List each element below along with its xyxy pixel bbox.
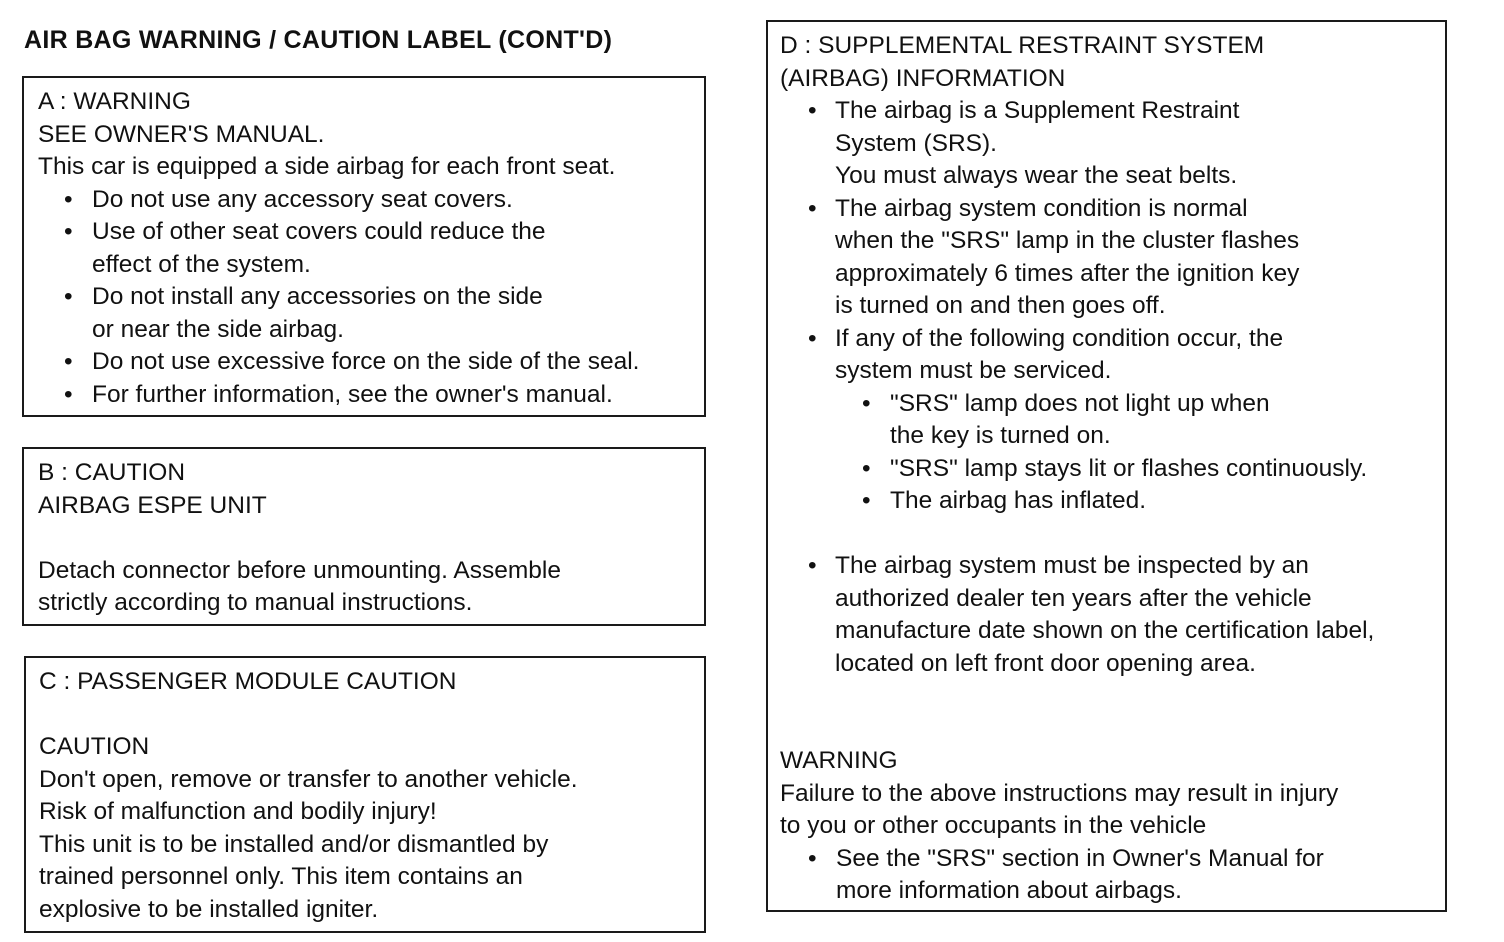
list-item-text: more information about airbags. — [836, 877, 1182, 904]
label-c-passenger-module-box — [24, 656, 706, 933]
label-d-srs-information-box — [766, 20, 1447, 912]
list-item-text: system must be serviced. — [835, 357, 1112, 384]
page-title: AIR BAG WARNING / CAUTION LABEL (CONT'D) — [24, 26, 613, 54]
bullet-icon: • — [64, 380, 73, 408]
sub-list-item — [780, 388, 1445, 453]
list-item-text: located on left front door opening area. — [835, 649, 1256, 677]
label-c-body-line: Risk of malfunction and bodily injury! — [39, 798, 437, 825]
label-d-title: (AIRBAG) INFORMATION — [780, 64, 1066, 92]
list-item-text: The airbag is a Supplement Restraint — [835, 97, 1240, 124]
label-c-title: C : PASSENGER MODULE CAUTION — [39, 668, 457, 695]
list-item — [38, 346, 704, 379]
sub-list-item-text: "SRS" lamp stays lit or flashes continuously. — [890, 454, 1368, 482]
bullet-icon: • — [862, 487, 871, 514]
spacer — [38, 522, 704, 555]
label-a-warning-box — [22, 76, 706, 417]
label-a-intro: This car is equipped a side airbag for each front seat. — [38, 153, 616, 180]
label-c-body-line: This unit is to be installed and/or dismantled by — [39, 830, 549, 858]
list-item-text: You must always wear the seat belts. — [835, 162, 1238, 189]
spacer — [780, 713, 1445, 746]
list-item — [38, 216, 704, 281]
label-b-title: B : CAUTION — [38, 459, 186, 486]
list-item-text: Do not use excessive force on the side of the seal. — [92, 348, 640, 375]
list-item-text: See the "SRS" section in Owner's Manual for — [836, 844, 1324, 872]
list-item-text: is turned on and then goes off. — [835, 292, 1166, 319]
bullet-icon: • — [64, 185, 73, 213]
list-item — [780, 193, 1445, 323]
label-a-subtitle: SEE OWNER'S MANUAL. — [38, 120, 325, 148]
label-d-warning-body-line: Failure to the above instructions may result in injury — [780, 779, 1339, 807]
spacer — [780, 518, 1445, 551]
list-item-text: If any of the following condition occur, the — [835, 324, 1284, 352]
sub-list-item-text: the key is turned on. — [890, 422, 1111, 449]
spacer — [780, 680, 1445, 713]
list-item-text: For further information, see the owner's manual. — [92, 380, 613, 408]
label-c-body-line: explosive to be installed igniter. — [39, 895, 379, 923]
list-item — [780, 550, 1445, 680]
list-item-text: approximately 6 times after the ignition key — [835, 259, 1300, 287]
bullet-icon: • — [808, 97, 817, 124]
label-b-body-line: strictly according to manual instructions. — [38, 589, 473, 616]
label-c-body-line: Don't open, remove or transfer to another vehicle. — [39, 765, 578, 793]
label-d-warning-heading: WARNING — [780, 747, 898, 774]
bullet-icon: • — [808, 844, 817, 872]
list-item — [780, 95, 1445, 193]
label-d-warning-body-line: to you or other occupants in the vehicle — [780, 812, 1207, 839]
bullet-icon: • — [808, 552, 817, 579]
spacer — [39, 699, 704, 732]
list-item-text: or near the side airbag. — [92, 315, 344, 343]
list-item-text: Use of other seat covers could reduce the — [92, 218, 546, 245]
label-a-title: A : WARNING — [38, 88, 191, 115]
bullet-icon: • — [64, 348, 73, 375]
sub-list-item — [780, 485, 1445, 518]
list-item-text: Do not use any accessory seat covers. — [92, 185, 513, 213]
label-b-subtitle: AIRBAG ESPE UNIT — [38, 491, 267, 519]
list-item-text: System (SRS). — [835, 129, 997, 157]
bullet-icon: • — [862, 454, 871, 482]
list-item-text: The airbag system must be inspected by an — [835, 552, 1309, 579]
list-item — [780, 843, 1445, 908]
list-item-text: authorized dealer ten years after the vehicle — [835, 584, 1312, 612]
list-item-text: The airbag system condition is normal — [835, 194, 1248, 222]
bullet-icon: • — [862, 389, 871, 417]
label-c-body-line: trained personnel only. This item contains an — [39, 863, 523, 890]
sub-list-item — [780, 453, 1445, 486]
sub-list-item-text: The airbag has inflated. — [890, 487, 1147, 514]
bullet-icon: • — [808, 194, 817, 222]
list-item — [38, 184, 704, 217]
list-item-text: effect of the system. — [92, 250, 311, 278]
list-item — [38, 379, 704, 412]
list-item-text: when the "SRS" lamp in the cluster flashes — [835, 227, 1300, 254]
list-item — [38, 281, 704, 346]
list-item-text: manufacture date shown on the certification label, — [835, 617, 1375, 644]
label-c-caution-heading: CAUTION — [39, 733, 150, 760]
list-item-text: Do not install any accessories on the side — [92, 283, 543, 310]
label-b-body-line: Detach connector before unmounting. Assemble — [38, 556, 561, 584]
label-d-title: D : SUPPLEMENTAL RESTRAINT SYSTEM — [780, 32, 1265, 59]
bullet-icon: • — [808, 324, 817, 352]
bullet-icon: • — [64, 218, 73, 245]
list-item — [780, 323, 1445, 388]
label-b-caution-box — [22, 447, 706, 626]
sub-list-item-text: "SRS" lamp does not light up when — [890, 389, 1270, 417]
bullet-icon: • — [64, 283, 73, 310]
